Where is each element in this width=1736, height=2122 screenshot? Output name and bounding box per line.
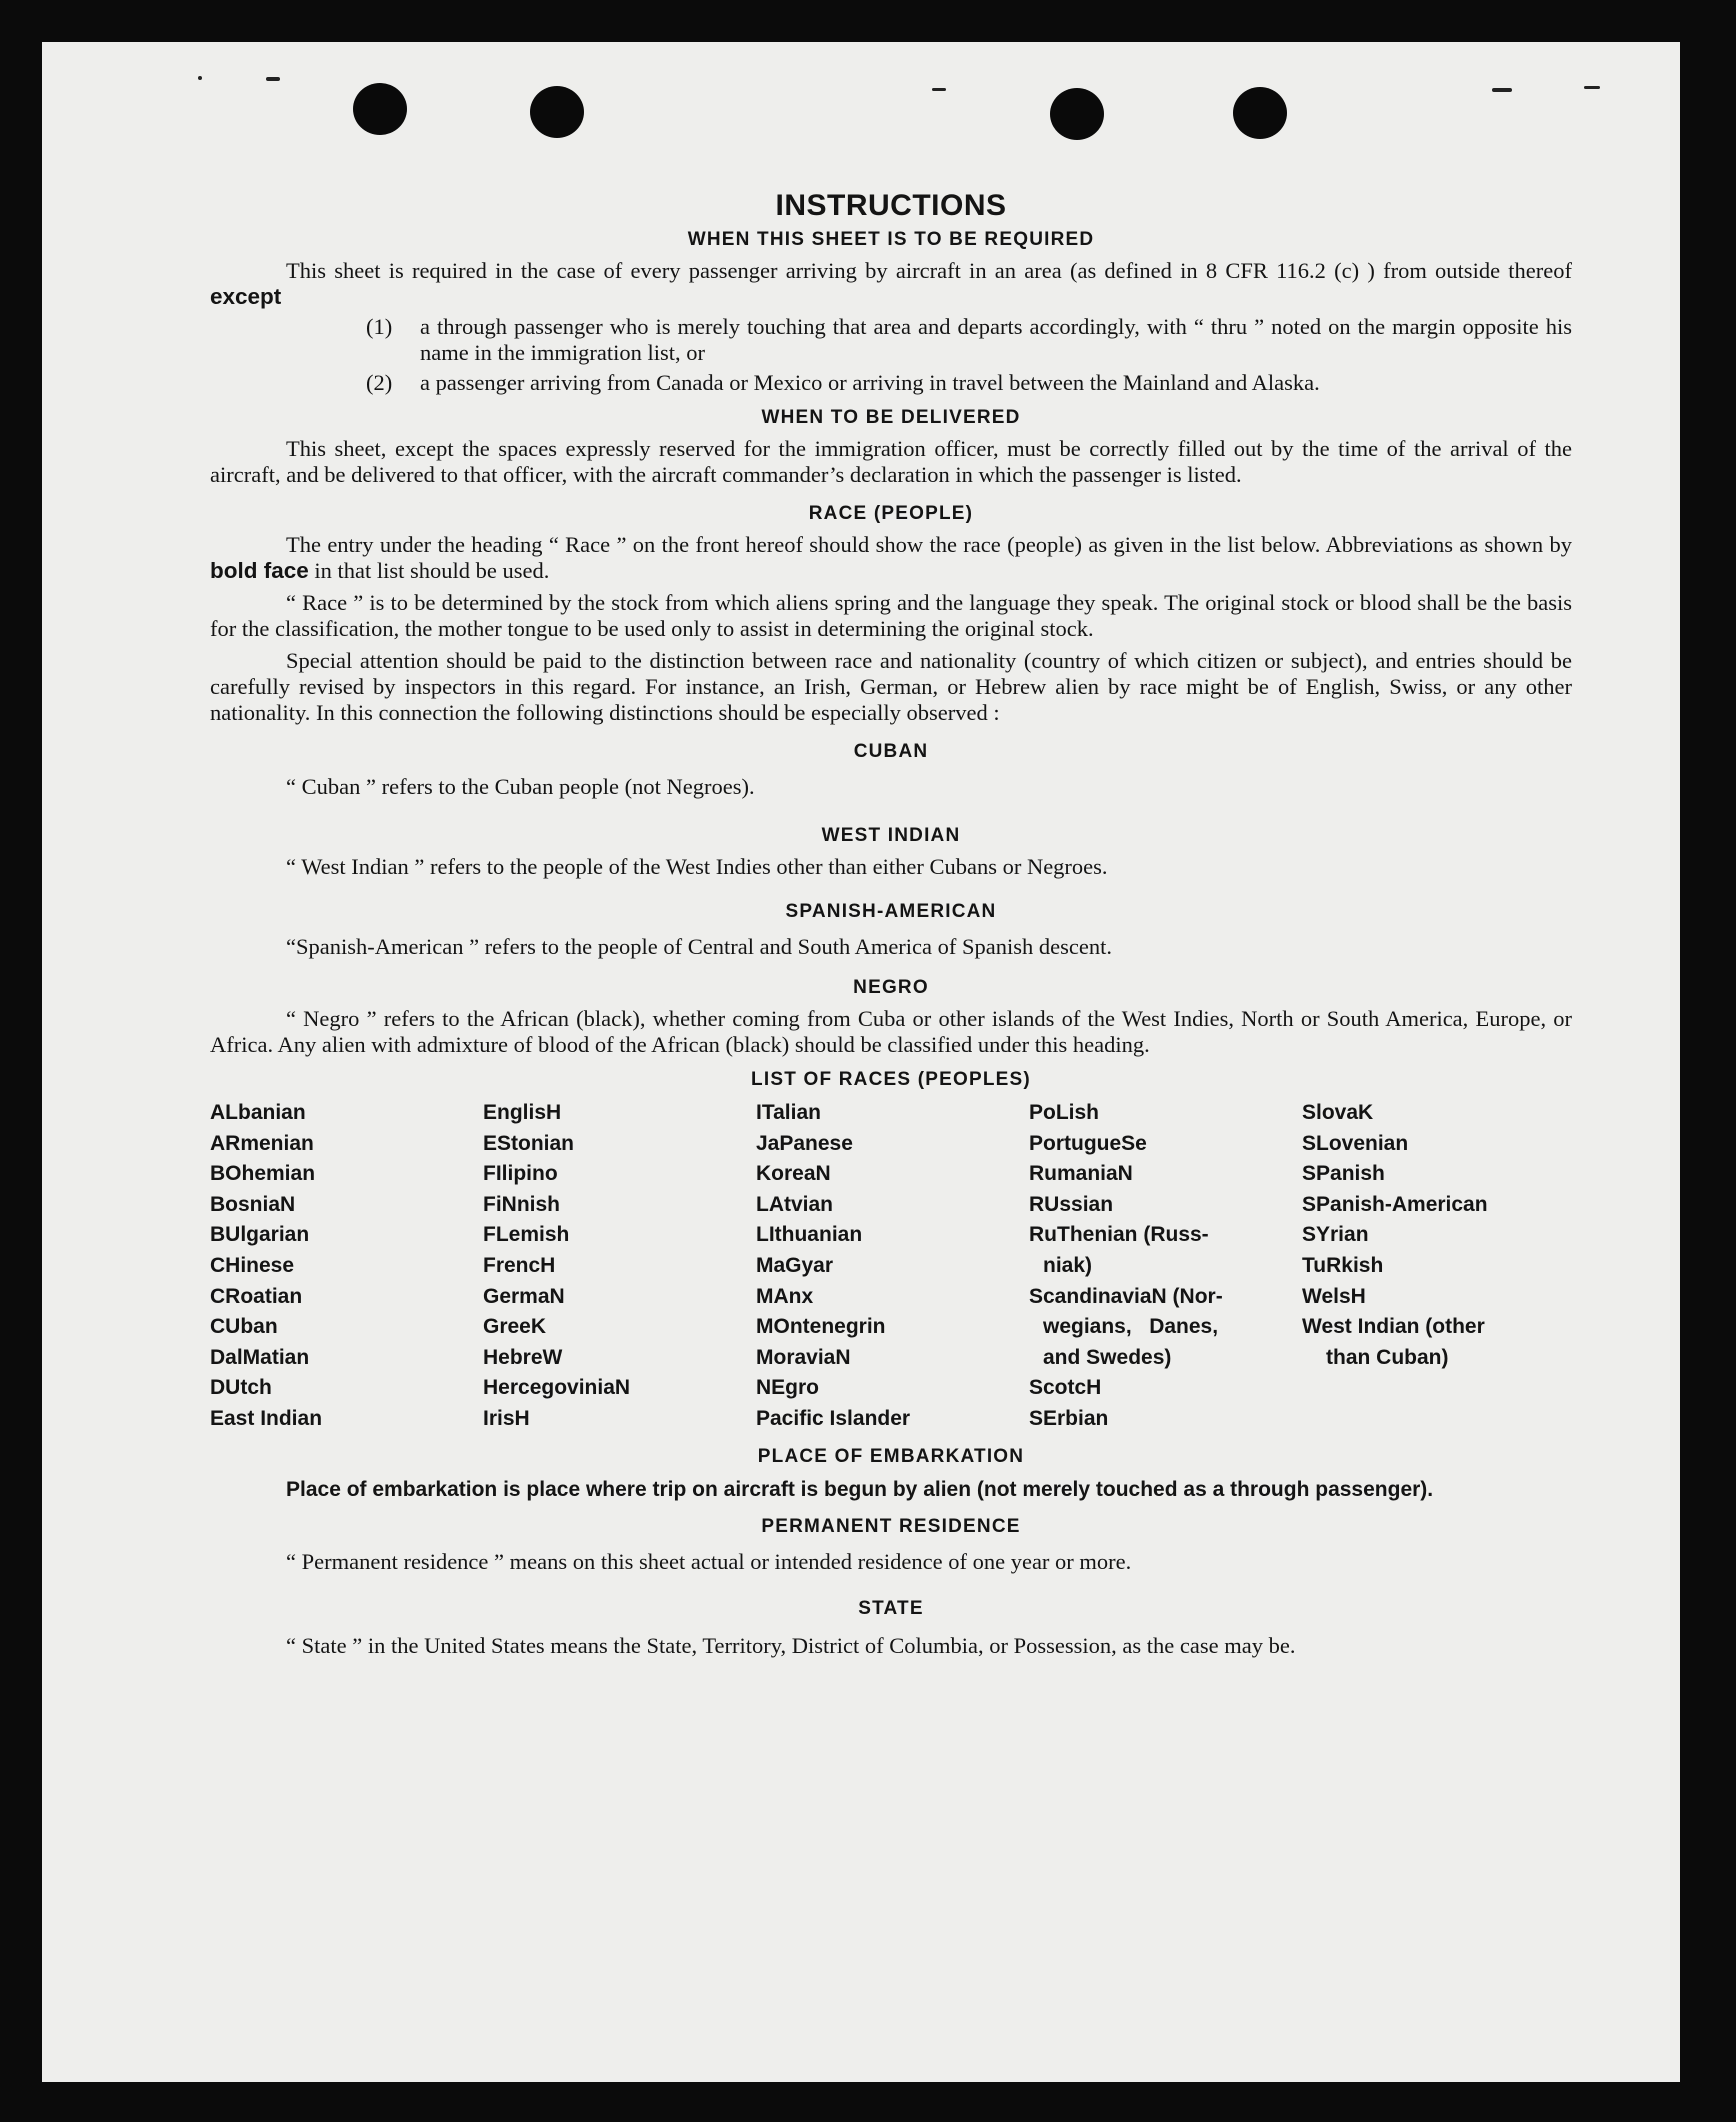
paragraph-race-3: Special attention should be paid to the distinction between race and nationality (country of which citizen or subject), and entries should be carefully revised by inspectors in this regard. For instance, an Irish, German, or Hebrew alien by race might be of English, Swiss, or any other nationality. In this connection the following distinctions should be especially observed : <box>210 648 1572 725</box>
race-entry: MaGyar <box>756 1253 834 1277</box>
race-entry: FLemish <box>483 1223 570 1247</box>
race-entry: SlovaK <box>1302 1101 1374 1124</box>
race-entry: ScandinaviaN (Nor- <box>1029 1284 1223 1308</box>
race-entry: KoreaN <box>756 1162 831 1186</box>
race-entry: GermaN <box>483 1284 565 1308</box>
race-entry: JaPanese <box>756 1131 853 1155</box>
heading-state: STATE <box>858 1597 924 1619</box>
race-entry: MoraviaN <box>756 1345 851 1369</box>
race-entry: GreeK <box>483 1315 547 1339</box>
race-entry-continuation: niak) <box>1043 1253 1093 1277</box>
race-entry: ITalian <box>756 1101 821 1124</box>
race-entry: HercegoviniaN <box>483 1376 631 1400</box>
race-entry: Pacific Islander <box>756 1406 911 1430</box>
race-entry: BosniaN <box>210 1192 296 1216</box>
paragraph-west-indian: “ West Indian ” refers to the people of the West Indies other than either Cubans or Negroes. <box>286 854 1108 879</box>
item-number: (1) <box>366 314 393 339</box>
race-entry: SErbian <box>1029 1406 1109 1430</box>
race-entry: FiNnish <box>483 1192 560 1216</box>
heading-permanent-residence: PERMANENT RESIDENCE <box>761 1515 1021 1537</box>
item-text: a through passenger who is merely touching that area and departs accordingly, with “ thru ” noted on the margin opposite his name in the immigration list, or <box>420 314 1572 365</box>
race-entry: BOhemian <box>210 1162 316 1186</box>
race-entry: CUban <box>210 1315 278 1339</box>
race-entry: RUssian <box>1029 1192 1114 1216</box>
race-entry: West Indian (other <box>1302 1315 1485 1339</box>
race-entry: SPanish-American <box>1302 1192 1488 1216</box>
race-column-2 <box>483 1098 756 1435</box>
race-entry: East Indian <box>210 1406 323 1430</box>
scan-speck <box>198 76 202 80</box>
race-entry: IrisH <box>483 1406 530 1430</box>
punch-hole-1 <box>353 83 407 135</box>
race-entry: SPanish <box>1302 1162 1385 1186</box>
race-entry: RuThenian (Russ- <box>1029 1223 1209 1247</box>
race-entry: SLovenian <box>1302 1131 1409 1155</box>
paragraph-when-required: This sheet is required in the case of every passenger arriving by aircraft in an area (as defined in 8 CFR 116.2 (c) ) from outside thereof except <box>210 258 1572 309</box>
scan-speck <box>1492 88 1512 92</box>
list-item <box>366 314 1572 366</box>
heading-embarkation: PLACE OF EMBARKATION <box>757 1445 1025 1467</box>
race-entry: MAnx <box>756 1284 814 1308</box>
paragraph-negro: “ Negro ” refers to the African (black), whether coming from Cuba or other islands of the West Indies, North or South America, Europe, or Africa. Any alien with admixture of blood of the African (black) should be classified under this heading. <box>210 1006 1572 1057</box>
race-entry: TuRkish <box>1302 1253 1384 1277</box>
race-entry: HebreW <box>483 1345 563 1369</box>
punch-hole-2 <box>530 86 584 138</box>
race-column-5 <box>1302 1098 1572 1435</box>
race-column-1 <box>210 1098 483 1435</box>
instructions-content <box>210 188 1572 1661</box>
race-entry: EStonian <box>483 1131 575 1155</box>
race-entry: DUtch <box>210 1376 272 1400</box>
heading-cuban: CUBAN <box>853 741 929 762</box>
race-entry-continuation: wegians, Danes, <box>1043 1315 1219 1339</box>
race-entry: FIlipino <box>483 1162 558 1186</box>
race-entry: BUlgarian <box>210 1223 310 1247</box>
race-entry: EnglisH <box>483 1101 562 1124</box>
race-entry: RumaniaN <box>1029 1162 1133 1186</box>
document-page <box>42 42 1680 2082</box>
race-entry: MOntenegrin <box>756 1315 886 1339</box>
punch-hole-3 <box>1050 88 1104 140</box>
race-list <box>210 1098 1572 1435</box>
heading-negro: NEGRO <box>853 977 929 998</box>
heading-race: RACE (PEOPLE) <box>808 503 974 524</box>
punch-hole-4 <box>1233 87 1287 139</box>
race-column-4 <box>1029 1098 1302 1435</box>
scan-speck <box>1584 86 1600 89</box>
race-entry: SYrian <box>1302 1223 1369 1247</box>
paragraph-state: “ State ” in the United States means the State, Territory, District of Columbia, or Possession, as the case may be. <box>286 1632 1296 1658</box>
race-entry: ScotcH <box>1029 1376 1102 1400</box>
race-entry: FrencH <box>483 1253 556 1277</box>
race-column-3 <box>756 1098 1029 1435</box>
race-entry: LIthuanian <box>756 1223 863 1247</box>
race-entry: LAtvian <box>756 1192 834 1216</box>
paragraph-when-delivered: This sheet, except the spaces expressly reserved for the immigration officer, must be correctly filled out by the time of the arrival of the aircraft, and be delivered to that officer, with the aircraft commander’s declaration in which the passenger is listed. <box>210 436 1572 487</box>
race-entry: PortugueSe <box>1029 1131 1147 1155</box>
heading-when-required: WHEN THIS SHEET IS TO BE REQUIRED <box>687 229 1095 250</box>
race-entry-continuation: and Swedes) <box>1043 1345 1172 1369</box>
race-entry: DalMatian <box>210 1345 310 1369</box>
heading-west-indian: WEST INDIAN <box>821 825 961 846</box>
scan-speck <box>266 77 280 81</box>
paragraph-race-2: “ Race ” is to be determined by the stock from which aliens spring and the language they speak. The original stock or blood shall be the basis for the classification, the mother tongue to be used only to assist in determining the original stock. <box>210 590 1572 641</box>
list-item <box>366 370 1572 396</box>
scan-speck <box>932 88 946 91</box>
race-entry: NEgro <box>756 1376 819 1400</box>
page-title: INSTRUCTIONS <box>775 189 1007 222</box>
paragraph-embarkation: Place of embarkation is place where trip on aircraft is begun by alien (not merely touched as a through passenger). <box>286 1477 1434 1501</box>
heading-list-of-races: LIST OF RACES (PEOPLES) <box>751 1069 1031 1090</box>
heading-when-delivered: WHEN TO BE DELIVERED <box>761 407 1021 428</box>
race-entry: CRoatian <box>210 1284 303 1308</box>
race-entry: PoLish <box>1029 1101 1100 1124</box>
paragraph-race-1: The entry under the heading “ Race ” on the front hereof should show the race (people) as given in the list below. Abbreviations as shown by bold face in that list should be used. <box>210 532 1572 583</box>
race-entry: ARmenian <box>210 1131 314 1155</box>
item-number: (2) <box>366 370 393 395</box>
paragraph-cuban: “ Cuban ” refers to the Cuban people (not Negroes). <box>286 774 755 799</box>
race-entry: CHinese <box>210 1253 295 1277</box>
race-entry: ALbanian <box>210 1101 306 1124</box>
paragraph-permanent-residence: “ Permanent residence ” means on this sheet actual or intended residence of one year or more. <box>286 1548 1132 1574</box>
race-entry-continuation: than Cuban) <box>1326 1345 1449 1369</box>
paragraph-spanish-american: “Spanish-American ” refers to the people of Central and South America of Spanish descent. <box>286 934 1112 959</box>
heading-spanish-american: SPANISH-AMERICAN <box>785 901 997 922</box>
item-text: a passenger arriving from Canada or Mexico or arriving in travel between the Mainland and Alaska. <box>420 370 1320 395</box>
race-entry: WelsH <box>1302 1284 1366 1308</box>
